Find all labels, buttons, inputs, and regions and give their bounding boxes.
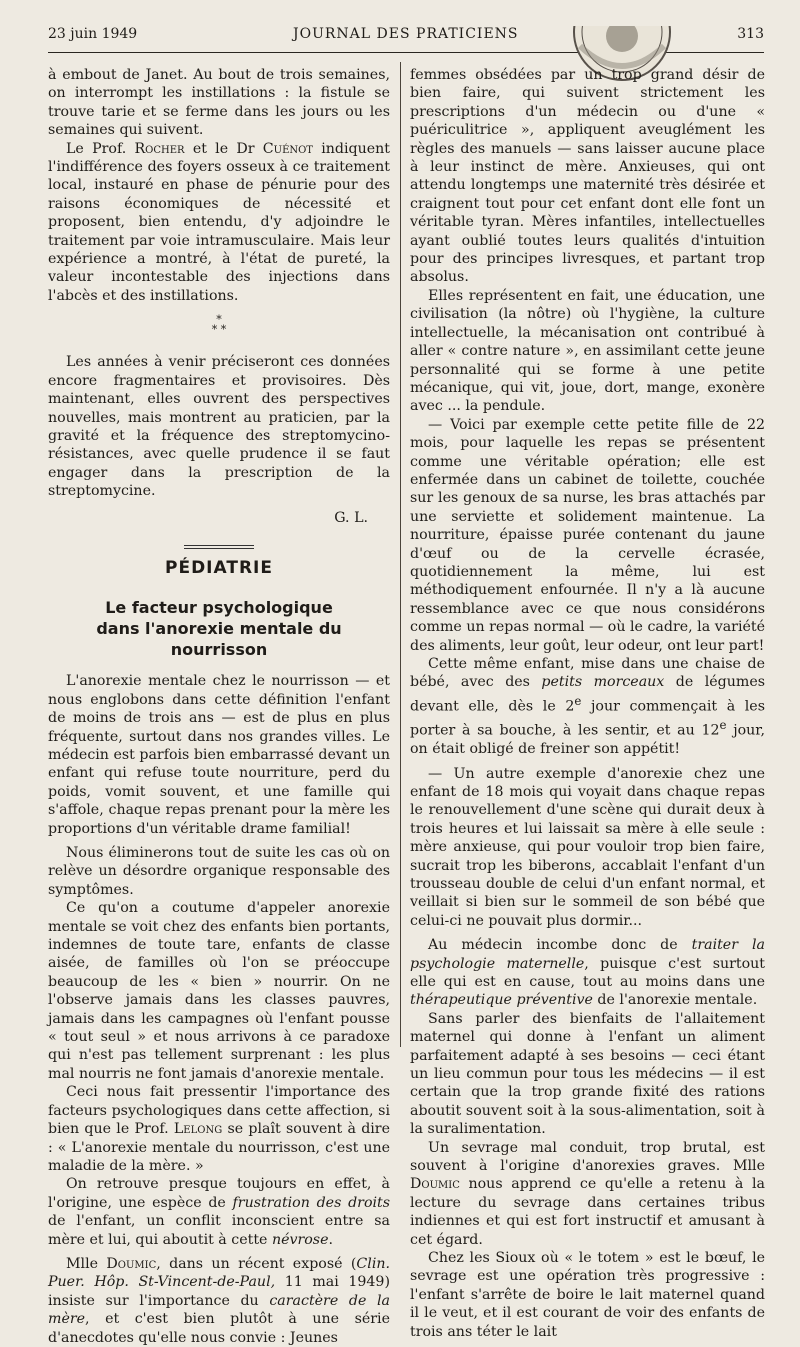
paragraph: — Voici par exemple cette petite fille de 22 mois, pour laquelle les repas se présentent comme une véritable opération; elle est enfermée dans un cabinet de toilette, couchée sur les genoux de sa nurse, les bras attachés par une serviette et solidement maintenue. La nourriture, épaisse purée contenant du jaune d'œuf ou de la cervelle écrasée, quotidiennement la même, lui est méthodiquement enfournée. Il n'y a là aucune ressemblance avec ce que nous considérons comme un repas normal — où le cadre, la variété des aliments, leur goût, leur odeur, ont leur part! [410, 416, 765, 654]
right-column [410, 66, 765, 1341]
left-column [48, 66, 390, 1347]
paragraph: Ce qu'on a coutume d'appeler anorexie mentale se voit chez des enfants bien portants, indemnes de toute tare, enfants de classe aisée, de familles où l'on se préoccupe beaucoup de les « bien » nourrir. On ne l'observe jamais dans les classes pauvres, jamais dans les campagnes où l'enfant pousse « tout seul » et nous arrivons à ce paradoxe qui n'est pas tellement surprenant : les plus mal nourris ne font jamais d'anorexie mentale. [48, 900, 390, 1082]
article-title: Le facteur psychologique dans l'anorexie mentale du nourrisson [96, 598, 342, 660]
paragraph: Cette même enfant, mise dans une chaise de bébé, avec des petits morceaux de légumes devant elle, dès le 2e jour commençait à les porter à sa bouche, à les sentir, et au 12e jour, on était obligé de freiner son appétit! [410, 656, 765, 758]
paragraph: à embout de Janet. Au bout de trois semaines, on interrompt les instillations : la fistule se trouve tarie et se ferme dans les jours ou les semaines qui suivent. [48, 67, 390, 139]
paragraph: Chez les Sioux où « le totem » est le bœuf, le sevrage est une opération très progressive : l'enfant s'arrête de boire le lait maternel quand il le veut, et il est courant de voir des enfants de trois ans téter le lait [410, 1250, 765, 1340]
paragraph: femmes obsédées par un trop grand désir de bien faire, qui suivent strictement les prescriptions d'un médecin ou d'une « puériculitrice », appliquent aveuglément les règles des manuels — sans laisser aucune place à leur instinct de mère. Anxieuses, qui ont attendu longtemps une maternité très désirée et craignent tout pour cet enfant dont elle font un véritable tyran. Mères infantiles, intellectuelles ayant oublié toutes leurs qualités d'intuition pour des principes livresques, et partant trop absolus. [410, 67, 765, 286]
paragraph: Les années à venir préciseront ces données encore fragmentaires et provisoires. Dès maintenant, elles ouvrent des perspectives nouvelles, mais montrent au praticien, par la gravité et la fréquence des streptomycino-résistances, avec quelle prudence il se faut engager dans la prescription de la streptomycine. [48, 354, 390, 500]
issue-date: 23 juin 1949 [48, 26, 138, 42]
column-divider [400, 62, 401, 1047]
page-number: 313 [737, 26, 764, 42]
paragraph: Un sevrage mal conduit, trop brutal, est souvent à l'origine d'anorexies graves. Mlle Doumic nous apprend ce qu'elle a retenu à la lecture du sevrage dans certaines tribus indiennes et qui est fort instructif et amusant à cet égard. [410, 1139, 765, 1248]
journal-title: JOURNAL DES PRATICIENS [293, 26, 519, 42]
separator-stars: * * * [211, 313, 227, 337]
paragraph: Nous éliminerons tout de suite les cas où on relève un désordre organique responsable des symptômes. [48, 845, 390, 898]
paragraph: Sans parler des bienfaits de l'allaitement maternel qui donne à l'enfant un aliment parfaitement adapté à ses besoins — ceci étant un lieu commun pour tous les médecins — il est certain que la trop grande fixité des rations aboutit souvent soit à la sous-alimentation, soit à la suralimentation. [410, 1010, 765, 1138]
paragraph: Elles représentent en fait, une éducation, une civilisation (la nôtre) où l'hygiène, la culture intellectuelle, la mécanisation ont contribué à aller « contre nature », en assimilant cette jeune personnalité qui se forme à une petite mécanique, qui vit, joue, dort, mange, exonère avec ... la pendule. [410, 287, 765, 415]
paragraph: Le Prof. Rocher et le Dr Cuénot indiquent l'indifférence des foyers osseux à ce traitement local, instauré en phase de pénurie pour des raisons économiques de nécessité et proposent, bien entendu, d'y adjoindre le traitement par voie intramusculaire. Mais leur expérience a montré, à l'état de pureté, la valeur incontestable des injections dans l'abcès et des instillations. [48, 140, 390, 304]
paragraph: — Un autre exemple d'anorexie chez une enfant de 18 mois qui voyait dans chaque repas le renouvellement d'une scène qui durait deux à trois heures et lui laissait sa mère à elle seule : mère anxieuse, qui pour vouloir trop bien faire, sucrait trop les biberons, accablait l'enfant d'un trousseau double de celui d'un enfant normal, et veillait si bien sur le sommeil de son bébé que celui-ci ne pouvait plus dormir... [410, 765, 765, 929]
paragraph: Ceci nous fait pressentir l'importance des facteurs psychologiques dans cette affection, si bien que le Prof. Lelong se plaît souvent à dire : « L'anorexie mentale du nourrisson, c'est une maladie de la mère. » [48, 1084, 390, 1174]
paragraph: Mlle Doumic, dans un récent exposé (Clin. Puer. Hôp. St-Vincent-de-Paul, 11 mai 1949) insiste sur l'importance du caractère de la mère, et c'est bien plutôt à une série d'anecdotes qu'elle nous convie : Jeunes [48, 1255, 390, 1346]
section-divider [184, 545, 254, 549]
author-signature: G. L. [334, 509, 368, 526]
paragraph: L'anorexie mentale chez le nourrisson — et nous englobons dans cette définition l'enfant de moins de trois ans — est de plus en plus fréquente, surtout dans nos grandes villes. Le médecin est parfois bien embarrassé devant un enfant qui refuse toute nourriture, perd du poids, vomit souvent, et une famille qui s'affole, chaque repas prenant pour la mère les proportions d'un véritable drame familial! [48, 673, 390, 837]
paragraph: On retrouve presque toujours en effet, à l'origine, une espèce de frustration des droits de l'enfant, un conflit inconscient entre sa mère et lui, qui aboutit à cette névrose. [48, 1176, 391, 1248]
section-heading: PÉDIATRIE [165, 557, 273, 578]
paragraph: Au médecin incombe donc de traiter la psychologie maternelle, puisque c'est surtout elle qui est en cause, tout au moins dans une thérapeutique préventive de l'anorexie mentale. [410, 937, 766, 1009]
page-header [48, 26, 764, 53]
